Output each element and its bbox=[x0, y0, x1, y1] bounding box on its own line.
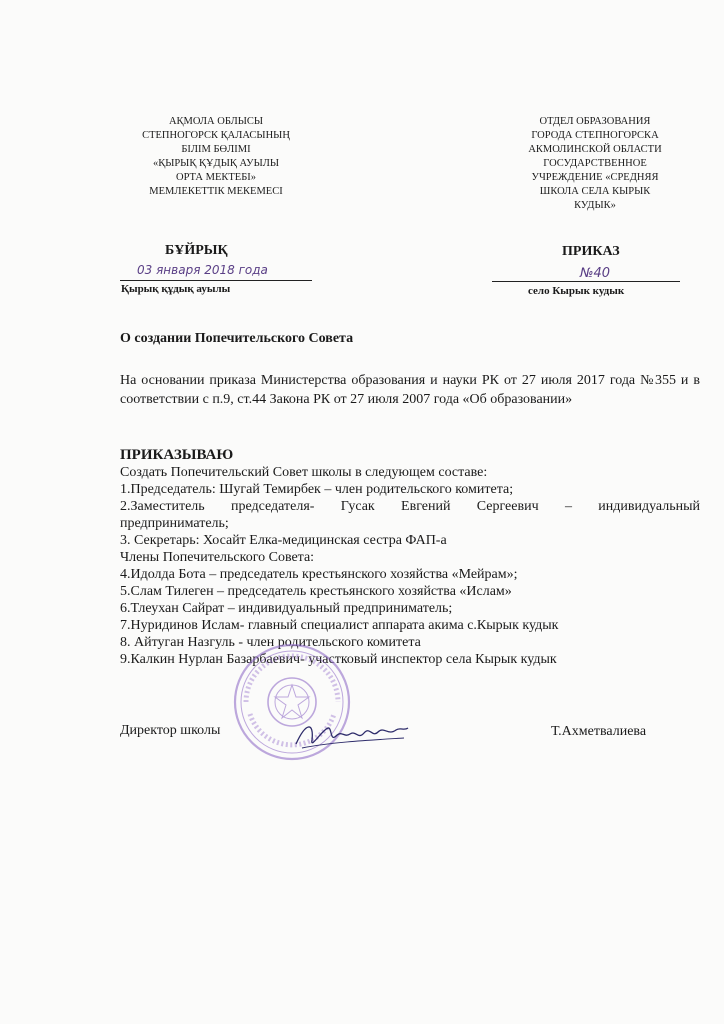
member-item: 6.Тлеухан Сайрат – индивидуальный предприниматель; bbox=[120, 601, 453, 616]
number-underline bbox=[492, 281, 680, 282]
director-signature bbox=[292, 718, 412, 752]
header-left-line: МЕМЛЕКЕТТІК МЕКЕМЕСІ bbox=[149, 186, 283, 197]
member-item: 4.Идолда Бота – председатель крестьянского хозяйства «Мейрам»; bbox=[120, 567, 518, 582]
member-item: 3. Секретарь: Хосайт Елка-медицинская сестра ФАП-а bbox=[120, 533, 447, 548]
handwritten-order-number: №40 bbox=[580, 266, 611, 281]
members-heading: Члены Попечительского Совета: bbox=[120, 550, 315, 565]
member-item-continued: предприниматель; bbox=[120, 516, 229, 531]
order-heading: ПРИКАЗЫВАЮ bbox=[120, 447, 234, 463]
signatory-position: Директор школы bbox=[120, 723, 221, 738]
order-subject: О создании Попечительского Совета bbox=[120, 331, 354, 346]
place-kazakh: Қырық құдық ауылы bbox=[121, 283, 231, 295]
header-right-line: АКМОЛИНСКОЙ ОБЛАСТИ bbox=[528, 144, 662, 155]
header-right-line: ГОСУДАРСТВЕННОЕ bbox=[543, 158, 647, 169]
member-item: 9.Калкин Нурлан Базарбаевич- участковый инспектор села Кырык кудык bbox=[120, 652, 557, 667]
header-right-line: ШКОЛА СЕЛА КЫРЫК bbox=[539, 186, 651, 197]
header-right-russian bbox=[510, 115, 680, 213]
member-item: 7.Нуридинов Ислам- главный специалист аппарата акима с.Кырык кудык bbox=[120, 618, 559, 633]
signatory-name: Т.Ахметвалиева bbox=[551, 724, 647, 739]
header-left-line: СТЕПНОГОРСК ҚАЛАСЫНЫҢ bbox=[142, 130, 290, 141]
order-title-kazakh: БҰЙРЫҚ bbox=[165, 243, 228, 258]
header-right-line: КУДЫК» bbox=[574, 200, 616, 211]
member-item: 8. Айтуган Назгуль - член родительского комитета bbox=[120, 635, 421, 650]
member-item: 2.Заместитель председателя- Гусак Евгений Сергеевич – индивидуальный bbox=[120, 499, 700, 514]
handwritten-date: 03 января 2018 года bbox=[137, 263, 268, 277]
header-right-line: УЧРЕЖДЕНИЕ «СРЕДНЯЯ bbox=[531, 172, 659, 183]
order-basis: На основании приказа Министерства образования и науки РК от 27 июля 2017 года №355 и в соответствии с п.9, ст.44 Закона РК от 27 июля 2007 года «Об образовании» bbox=[120, 373, 700, 407]
member-item: 1.Председатель: Шугай Темирбек – член родительского комитета; bbox=[120, 482, 514, 497]
order-intro: Создать Попечительский Совет школы в следующем составе: bbox=[120, 465, 488, 480]
header-left-line: «ҚЫРЫҚ ҚҰДЫҚ АУЫЛЫ bbox=[152, 158, 280, 169]
header-left-line: БІЛІМ БӨЛІМІ bbox=[181, 144, 251, 155]
header-right-line: ОТДЕЛ ОБРАЗОВАНИЯ bbox=[539, 116, 651, 127]
date-underline bbox=[120, 280, 312, 281]
order-title-russian: ПРИКАЗ bbox=[562, 244, 620, 259]
place-russian: село Кырык кудык bbox=[528, 285, 625, 297]
member-item: 5.Слам Тилеген – председатель крестьянского хозяйства «Ислам» bbox=[120, 584, 512, 599]
header-right-line: ГОРОДА СТЕПНОГОРСКА bbox=[531, 130, 659, 141]
header-left-line: АҚМОЛА ОБЛЫСЫ bbox=[168, 116, 264, 127]
order-body bbox=[120, 447, 700, 668]
header-left-kazakh bbox=[118, 115, 314, 199]
header-left-line: ОРТА МЕКТЕБІ» bbox=[175, 172, 256, 183]
